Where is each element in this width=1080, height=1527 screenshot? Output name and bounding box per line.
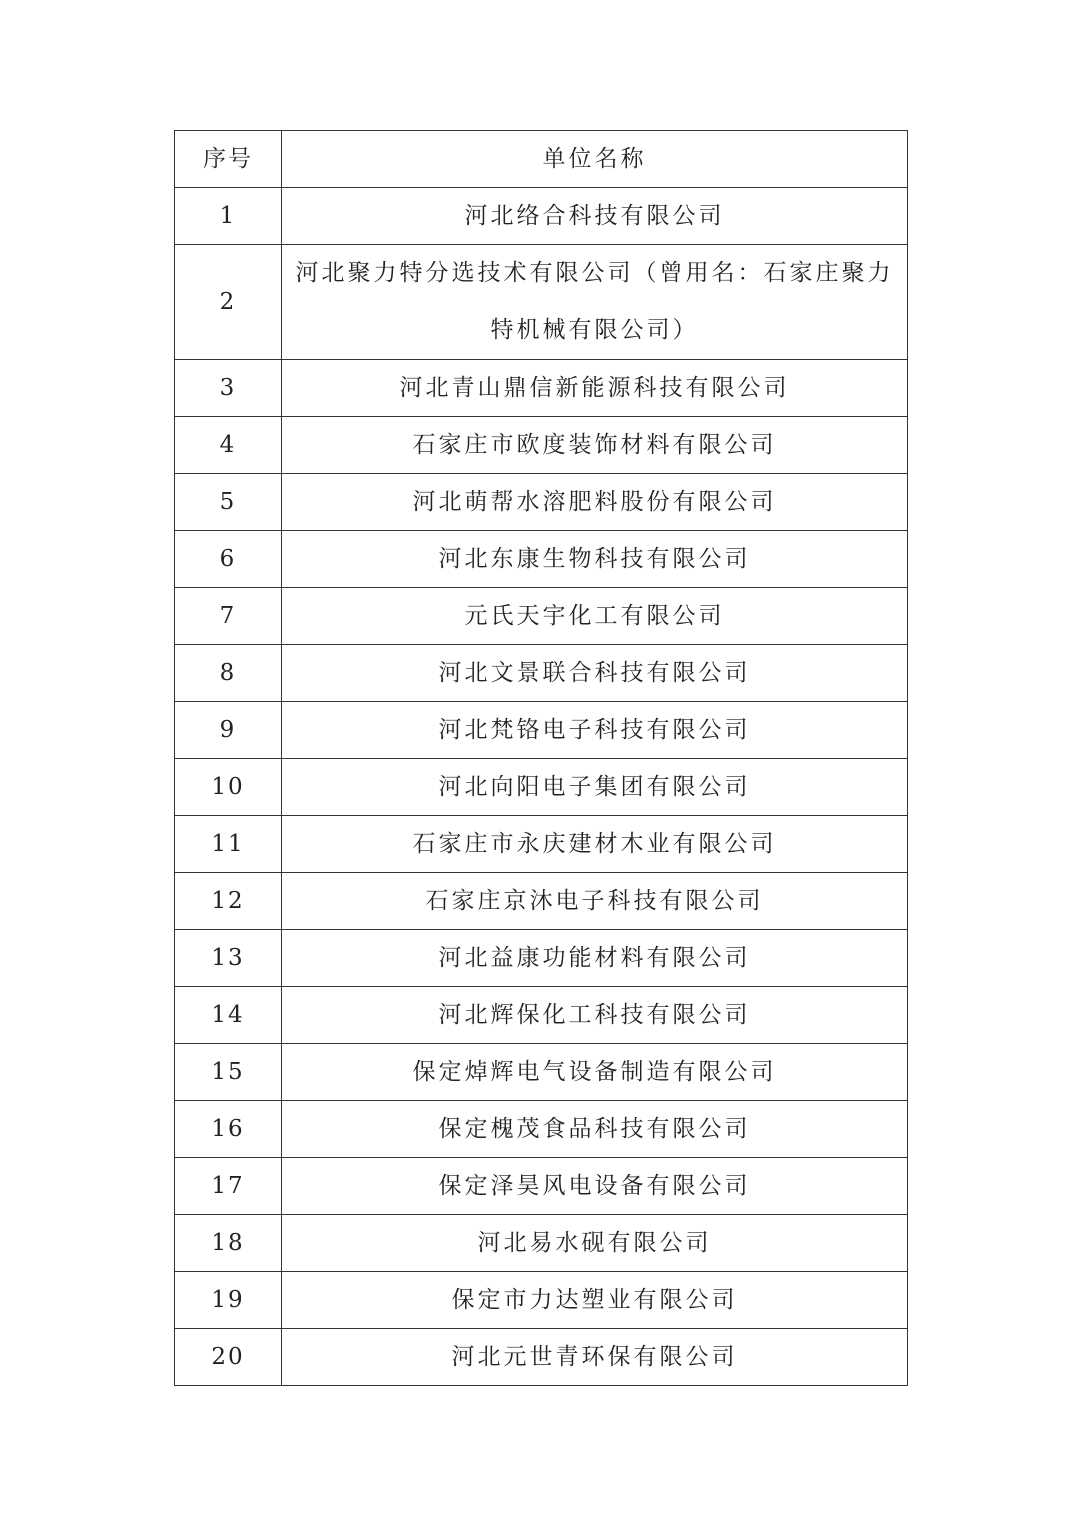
company-name-cell: 河北萌帮水溶肥料股份有限公司 [282,474,908,531]
table-row [175,1215,908,1272]
serial-number-cell: 12 [175,873,282,930]
table-row [175,417,908,474]
serial-number-cell: 14 [175,987,282,1044]
table-row [175,1272,908,1329]
table-row [175,645,908,702]
table-row [175,1101,908,1158]
table-row [175,816,908,873]
company-name-cell: 保定槐茂食品科技有限公司 [282,1101,908,1158]
company-name-cell: 河北益康功能材料有限公司 [282,930,908,987]
company-name-cell: 河北青山鼎信新能源科技有限公司 [282,360,908,417]
serial-number-cell: 3 [175,360,282,417]
serial-number-cell: 6 [175,531,282,588]
company-name-cell: 河北东康生物科技有限公司 [282,531,908,588]
table-row [175,588,908,645]
serial-number-cell: 11 [175,816,282,873]
company-name-cell: 河北易水砚有限公司 [282,1215,908,1272]
table-row [175,245,908,360]
company-name-cell: 河北辉保化工科技有限公司 [282,987,908,1044]
table-header [175,131,908,188]
serial-number-cell: 9 [175,702,282,759]
company-name-cell: 保定市力达塑业有限公司 [282,1272,908,1329]
company-name-cell: 河北络合科技有限公司 [282,188,908,245]
company-name-cell: 河北向阳电子集团有限公司 [282,759,908,816]
company-name-cell: 河北聚力特分选技术有限公司（曾用名：石家庄聚力特机械有限公司） [282,245,908,360]
company-name-cell: 石家庄市欧度装饰材料有限公司 [282,417,908,474]
serial-number-cell: 10 [175,759,282,816]
table-row [175,1044,908,1101]
serial-number-cell: 17 [175,1158,282,1215]
company-name-cell: 元氏天宇化工有限公司 [282,588,908,645]
serial-number-cell: 8 [175,645,282,702]
header-company-name: 单位名称 [282,131,908,188]
company-name-cell: 石家庄市永庆建材木业有限公司 [282,816,908,873]
serial-number-cell: 7 [175,588,282,645]
header-serial-number: 序号 [175,131,282,188]
table-row [175,531,908,588]
table-row [175,987,908,1044]
table-row [175,759,908,816]
header-row [175,131,908,188]
serial-number-cell: 1 [175,188,282,245]
table-row [175,474,908,531]
table-body [175,188,908,1386]
serial-number-cell: 15 [175,1044,282,1101]
table-row [175,1329,908,1386]
company-name-cell: 保定泽昊风电设备有限公司 [282,1158,908,1215]
company-name-cell: 石家庄京沐电子科技有限公司 [282,873,908,930]
serial-number-cell: 16 [175,1101,282,1158]
table-row [175,1158,908,1215]
table-row [175,873,908,930]
table-row [175,188,908,245]
serial-number-cell: 4 [175,417,282,474]
serial-number-cell: 13 [175,930,282,987]
table-row [175,360,908,417]
table-row [175,930,908,987]
company-name-cell: 河北梵铬电子科技有限公司 [282,702,908,759]
serial-number-cell: 5 [175,474,282,531]
company-name-cell: 保定焯辉电气设备制造有限公司 [282,1044,908,1101]
serial-number-cell: 19 [175,1272,282,1329]
serial-number-cell: 2 [175,245,282,360]
serial-number-cell: 18 [175,1215,282,1272]
serial-number-cell: 20 [175,1329,282,1386]
table-row [175,702,908,759]
company-name-cell: 河北元世青环保有限公司 [282,1329,908,1386]
company-name-cell: 河北文景联合科技有限公司 [282,645,908,702]
company-list-table [174,130,908,1386]
